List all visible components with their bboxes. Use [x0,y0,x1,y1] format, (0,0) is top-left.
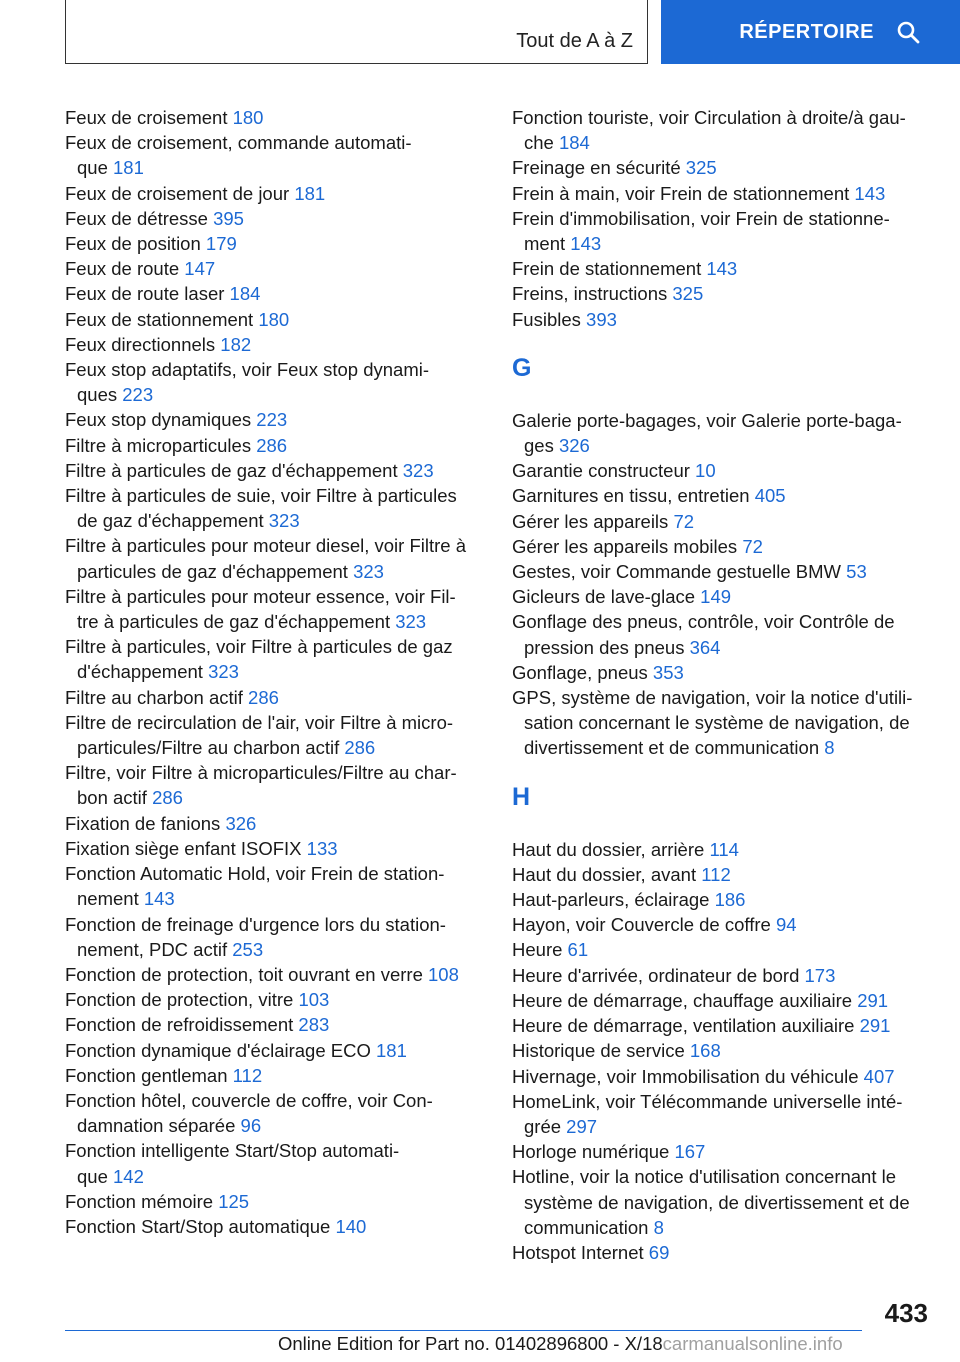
index-entry [65,357,483,407]
index-entry [65,407,483,432]
index-entry [512,1038,942,1063]
page-link[interactable]: 405 [754,485,786,507]
page-link[interactable]: 323 [395,611,427,633]
index-term: Feux de stationnement [65,308,254,330]
index-term-continuation: particules/Filtre au charbon actif [77,737,340,759]
index-entry [512,105,942,155]
index-entry [512,408,942,458]
page-link[interactable]: 112 [701,863,731,885]
index-term: Fixation siège enfant ISOFIX [65,837,302,859]
index-entry [512,458,942,483]
index-term: Frein de stationnement [512,258,702,280]
index-term: Feux de croisement, commande automati- [65,132,412,154]
index-term: Heure d'arrivée, ordinateur de bord [512,964,800,986]
page-link[interactable]: 168 [689,1040,721,1062]
index-entry [512,155,942,180]
index-entry [65,483,483,533]
index-term: Fonction Automatic Hold, voir Frein de station- [65,863,445,885]
index-entry [65,281,483,306]
index-term: Filtre au charbon actif [65,686,243,708]
index-entry [65,962,483,987]
index-term: Filtre à particules, voir Filtre à particules de gaz [65,636,453,658]
index-term: Filtre de recirculation de l'air, voir Filtre à micro- [65,711,454,733]
index-entry [512,559,942,584]
page-link[interactable]: 407 [863,1065,895,1087]
index-entry [65,710,483,760]
page-link[interactable]: 72 [742,535,763,557]
index-term: Feux de route laser [65,283,225,305]
index-term: Feux de position [65,233,201,255]
page-link[interactable]: 395 [213,207,244,229]
index-entry [512,584,942,609]
page-link[interactable]: 125 [218,1190,250,1212]
page-link[interactable]: 223 [256,409,288,431]
index-term: Feux de croisement de jour [65,182,290,204]
index-term-continuation: pression des pneus [524,636,685,658]
index-entry [65,634,483,684]
index-term: Haut-parleurs, éclairage [512,889,710,911]
index-entry [65,584,483,634]
index-entry [512,1089,942,1139]
page-link[interactable]: 96 [240,1115,262,1137]
index-entry [512,912,942,937]
index-entry [512,1064,942,1089]
index-term: Fusibles [512,308,581,330]
index-term-continuation: ment [524,233,566,255]
index-term-continuation: ges [524,435,554,457]
index-entry [512,281,942,306]
tab-tout-de-a-a-z-label: Tout de A à Z [516,30,633,52]
index-term: Historique de service [512,1040,685,1062]
page-link[interactable]: 149 [700,586,732,608]
page-link[interactable]: 181 [376,1039,407,1061]
index-term: Fixation de fanions [65,812,221,834]
page-link[interactable]: 323 [268,510,300,532]
index-term: Hotline, voir la notice d'utilisation concernant le [512,1166,897,1188]
index-entry [512,483,942,508]
index-term-continuation: de gaz d'échappement [77,510,264,532]
index-entry [65,912,483,962]
page-link[interactable]: 179 [205,233,237,255]
page-link[interactable]: 186 [714,889,746,911]
index-term: Garnitures en tissu, entretien [512,485,750,507]
page-link[interactable]: 94 [775,914,797,936]
index-entry [512,256,942,281]
index-entry [512,1164,942,1240]
page-link[interactable]: 147 [184,258,216,280]
page-link[interactable]: 286 [152,787,183,809]
index-term: Haut du dossier, avant [512,863,697,885]
index-term-continuation: que [77,1165,108,1187]
index-entry [512,534,942,559]
page-link[interactable]: 323 [208,661,239,683]
page-link[interactable]: 323 [353,560,384,582]
index-term: Fonction de freinage d'urgence lors du station- [65,913,446,935]
index-entry [512,1013,942,1038]
footer-watermark: carmanualsonline.info [662,1333,843,1354]
index-entry [512,660,942,685]
page-link[interactable]: 10 [695,460,716,482]
index-entry [65,206,483,231]
index-term: Gestes, voir Commande gestuelle BMW [512,561,842,583]
index-term: Fonction dynamique d'éclairage ECO [65,1039,371,1061]
page-link[interactable]: 286 [344,737,376,759]
page-link[interactable]: 291 [857,989,889,1011]
page-link[interactable]: 61 [567,939,589,961]
index-entry [512,685,942,761]
page-link[interactable]: 291 [859,1015,891,1037]
tab-tout-de-a-a-z[interactable] [65,0,648,64]
index-term: Fonction touriste, voir Circulation à droite/à gau- [512,107,906,128]
footer-edition-text: Online Edition for Part no. 01402896800 - X/18 [278,1333,663,1354]
page-link[interactable]: 8 [824,737,835,759]
page-link[interactable]: 184 [558,132,590,154]
page-link[interactable]: 184 [229,283,261,305]
index-term: Feux de croisement [65,107,228,128]
index-term: Filtre, voir Filtre à microparticules/Filtre au char- [65,762,457,784]
index-entry [65,181,483,206]
index-term: Freins, instructions [512,283,668,305]
index-entry [65,231,483,256]
index-entry [512,609,942,659]
index-term: Frein à main, voir Frein de stationnement [512,182,850,204]
index-term: Fonction de protection, vitre [65,989,294,1011]
index-term: Haut du dossier, arrière [512,838,705,860]
index-term: Fonction mémoire [65,1190,214,1212]
index-term: Hotspot Internet [512,1241,644,1263]
index-term: Galerie porte-bagages, voir Galerie porte-baga- [512,409,902,431]
page-link[interactable]: 286 [256,434,288,456]
page-link[interactable]: 143 [706,258,738,280]
page-link[interactable]: 181 [113,157,144,179]
index-term: Heure de démarrage, chauffage auxiliaire [512,989,853,1011]
tab-repertoire-label: RÉPERTOIRE [739,20,874,43]
index-entry [512,1240,942,1265]
index-entry [512,509,942,534]
index-term-continuation: système de navigation, de divertissement et de [524,1191,910,1213]
index-term: Freinage en sécurité [512,157,681,179]
page-link[interactable]: 8 [653,1216,664,1238]
page-link[interactable]: 286 [248,686,279,708]
index-term: Gonflage, pneus [512,661,648,683]
tab-repertoire[interactable] [661,0,960,64]
page-link[interactable]: 53 [846,561,867,583]
index-entry [65,760,483,810]
page-link[interactable]: 140 [335,1215,367,1237]
page-link[interactable]: 325 [672,283,704,305]
index-term: Fonction Start/Stop automatique [65,1215,331,1237]
index-entry [65,533,483,583]
index-term-continuation: ques [77,384,118,406]
index-term: Fonction gentleman [65,1064,228,1086]
index-entry [512,837,942,862]
index-group-f [512,105,942,332]
index-term: Frein d'immobilisation, voir Frein de stationne- [512,207,890,229]
index-term: Filtre à particules pour moteur essence, voir Fil- [65,585,456,607]
index-entry [65,433,483,458]
index-column-right [512,105,942,1265]
index-entry [512,937,942,962]
index-column-left [65,105,483,1239]
index-term: Feux de détresse [65,207,208,229]
index-entry [65,105,483,130]
index-entry [512,181,942,206]
index-term-continuation: communication [524,1216,649,1238]
index-entry [512,206,942,256]
index-term-continuation: particules de gaz d'échappement [77,560,348,582]
index-entry [65,1214,483,1239]
page-link[interactable]: 133 [306,837,338,859]
page-number: 433 [884,1298,928,1328]
index-entry [65,256,483,281]
page-link[interactable]: 180 [258,308,290,330]
page-link[interactable]: 142 [113,1165,144,1187]
index-term: Gonflage des pneus, contrôle, voir Contrôle de [512,611,895,633]
index-term: Fonction de refroidissement [65,1014,294,1036]
index-term: Fonction intelligente Start/Stop automati- [65,1140,400,1162]
index-term: Filtre à particules de suie, voir Filtre à particules [65,485,457,507]
index-term: HomeLink, voir Télécommande universelle inté- [512,1090,903,1112]
page-link[interactable]: 181 [294,182,326,204]
footer-divider [65,1330,862,1331]
page-link[interactable]: 325 [685,157,717,179]
index-term: Gérer les appareils [512,510,669,532]
index-term: Filtre à particules de gaz d'échappement [65,459,398,481]
index-term-continuation: nement, PDC actif [77,938,228,960]
index-term: Feux directionnels [65,333,216,355]
index-entry [65,1189,483,1214]
page-link[interactable]: 114 [709,838,739,860]
index-entry [65,1063,483,1088]
index-term: Garantie constructeur [512,460,690,482]
index-entry [65,1138,483,1188]
index-entry [65,332,483,357]
index-entry [65,836,483,861]
index-letter-h: H [512,782,531,811]
index-term: Feux stop adaptatifs, voir Feux stop dynami- [65,359,430,381]
index-entry [512,988,942,1013]
index-entry [65,130,483,180]
index-term-continuation: sation concernant le système de navigation, de [524,712,910,734]
page-link[interactable]: 326 [225,812,257,834]
page-link[interactable]: 253 [232,938,264,960]
index-term-continuation: nement [77,888,139,910]
index-entry [65,1088,483,1138]
index-entry [512,307,942,332]
page-link[interactable]: 353 [652,661,684,683]
index-term-continuation: damnation séparée [77,1115,236,1137]
index-term: GPS, système de navigation, voir la notice d'utili- [512,687,913,709]
index-term-continuation: divertissement et de communication [524,737,820,759]
index-term-continuation: che [524,132,554,154]
index-entry [65,307,483,332]
index-term-continuation: d'échappement [77,661,203,683]
index-term: Filtre à microparticules [65,434,252,456]
index-term: Hivernage, voir Immobilisation du véhicule [512,1065,859,1087]
index-term: Hayon, voir Couvercle de coffre [512,914,771,936]
index-term: Heure [512,939,563,961]
index-entry [65,458,483,483]
index-term: Fonction hôtel, couvercle de coffre, voir Con- [65,1089,433,1111]
index-term: Gicleurs de lave-glace [512,586,696,608]
index-term-continuation: tre à particules de gaz d'échappement [77,611,391,633]
index-entry [65,987,483,1012]
index-entry [65,685,483,710]
page-link[interactable]: 112 [232,1064,263,1086]
index-term: Feux stop dynamiques [65,409,252,431]
page-link[interactable]: 167 [674,1141,706,1163]
page-link[interactable]: 364 [689,636,721,658]
index-term: Feux de route [65,258,180,280]
page-link[interactable]: 297 [566,1115,598,1137]
page-link[interactable]: 173 [804,964,836,986]
index-entry [512,1139,942,1164]
index-entry [65,861,483,911]
index-term: Horloge numérique [512,1141,670,1163]
page-link[interactable]: 72 [673,510,695,532]
index-entry [512,963,942,988]
page-link[interactable]: 283 [298,1014,330,1036]
page-link[interactable]: 103 [298,989,330,1011]
page-link[interactable]: 143 [854,182,886,204]
index-letter-g: G [512,353,532,382]
page-link[interactable]: 143 [143,888,175,910]
index-entry [65,1012,483,1037]
page-link[interactable]: 393 [586,308,617,330]
index-entry [65,1038,483,1063]
index-term: Gérer les appareils mobiles [512,535,738,557]
index-term-continuation: que [77,157,108,179]
page-link[interactable]: 180 [232,107,264,128]
index-group-g [512,408,942,761]
page-link[interactable]: 323 [402,459,434,481]
index-entry [512,862,942,887]
index-term-continuation: grée [524,1115,562,1137]
page-link[interactable]: 108 [428,963,459,985]
index-term: Heure de démarrage, ventilation auxiliaire [512,1015,855,1037]
page-link[interactable]: 326 [558,435,590,457]
search-icon [896,20,920,44]
index-entry [512,887,942,912]
page-link[interactable]: 143 [570,233,602,255]
index-term-continuation: bon actif [77,787,147,809]
index-group-h [512,837,942,1265]
footer [278,1333,843,1355]
index-entry [65,811,483,836]
page-link[interactable]: 69 [648,1241,670,1263]
page-link[interactable]: 223 [122,384,154,406]
page-link[interactable]: 182 [220,333,252,355]
index-term: Fonction de protection, toit ouvrant en verre [65,963,423,985]
index-term: Filtre à particules pour moteur diesel, voir Filtre à [65,535,466,557]
